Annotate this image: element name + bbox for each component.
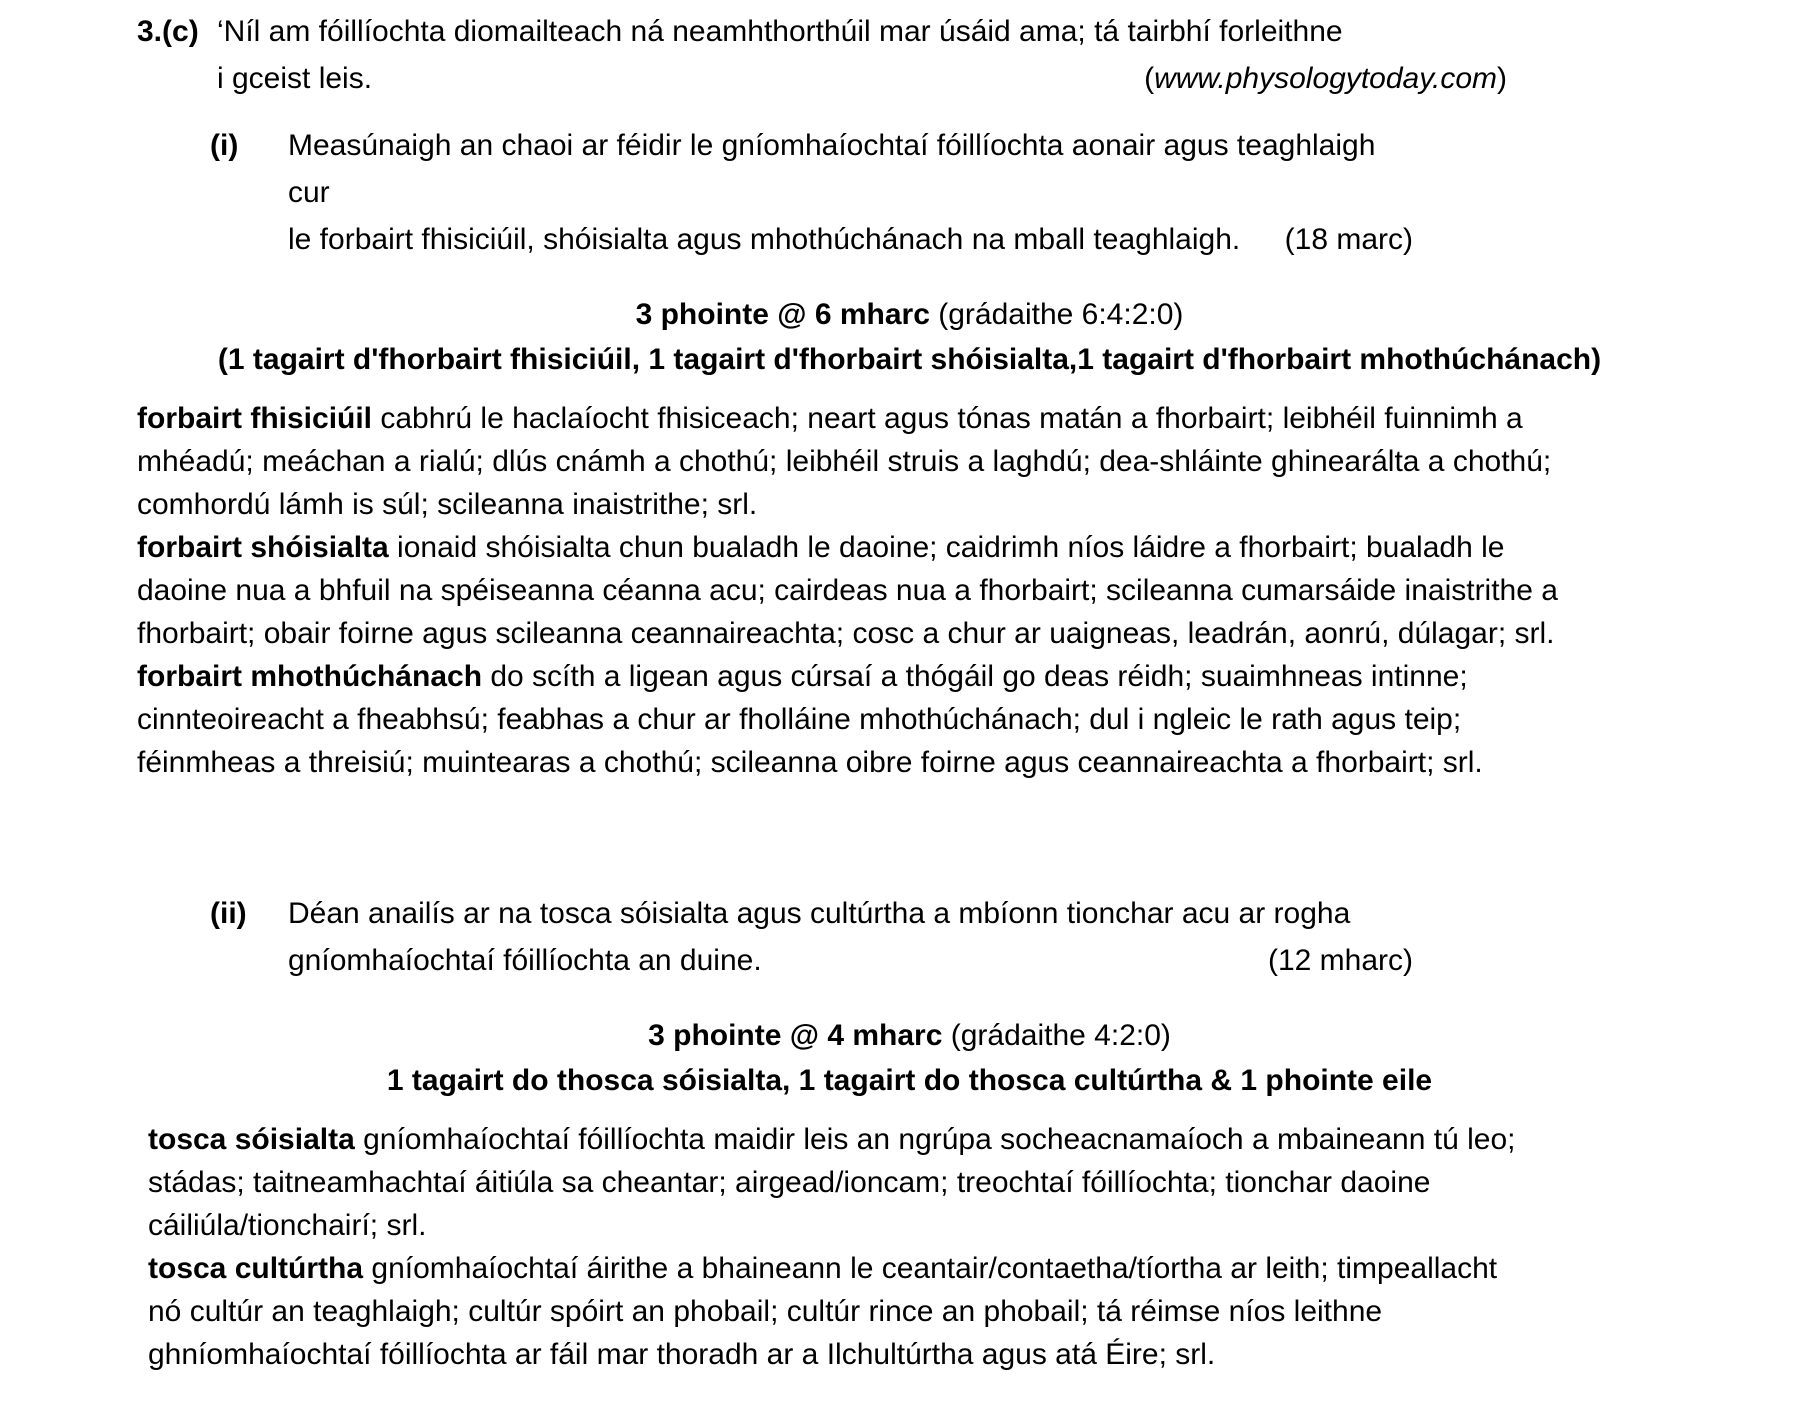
- stem-quote-line-1: ‘Níl am fóillíochta diomailteach ná neamhthorthúil mar úsáid ama; tá tairbhí forleithne: [217, 15, 1343, 48]
- sub-question-ii-line-2: gníomhaíochtaí fóillíochta an duine.: [288, 944, 762, 977]
- requirement-line-ii: 1 tagairt do thosca sóisialta, 1 tagairt do thosca cultúrtha & 1 phointe eile: [386, 1064, 1433, 1097]
- answer-paragraph: [137, 397, 1579, 526]
- answer-paragraph: [137, 655, 1579, 784]
- sub-question-i: [0, 122, 1819, 263]
- answer-paragraph: [137, 526, 1579, 655]
- answer-lead-cultural-factors: tosca cultúrtha: [148, 1252, 364, 1285]
- spacer: [0, 383, 1819, 397]
- sub-question-ii: [0, 890, 1819, 984]
- stem-first-line: [137, 8, 1819, 55]
- spacer: [0, 263, 1819, 293]
- spacer: [0, 1104, 1819, 1118]
- source-paren-open: (: [1144, 62, 1155, 95]
- sub-question-i-roman: (i): [210, 129, 239, 162]
- sub-question-i-line-1: Measúnaigh an chaoi ar féidir le gníomhaíochtaí fóillíochta aonair agus teaghlaigh cur: [288, 129, 1376, 209]
- answer-lead-social: forbairt shóisialta: [137, 531, 389, 564]
- answer-body-cultural-factors: gníomhaíochtaí áirithe a bhaineann le ceantair/contaetha/tíortha ar leith; timpeallacht nó cultúr an teaghlaigh; cultúr spóirt an phobail; cultúr rince an phobail; tá réimse níos leithne ghníomhaíochtaí fóillíochta ar fáil mar thoradh ar a Ilchultúrtha agus atá Éire; srl.: [148, 1252, 1498, 1371]
- answer-paragraph: [148, 1247, 1529, 1376]
- allocation-i-grades: (grádaithe 6:4:2:0): [929, 298, 1184, 331]
- allocation-ii-bold: 3 phointe @ 4 mharc: [648, 1019, 943, 1052]
- requirement-line-i: (1 tagairt d'fhorbairt fhisiciúil, 1 tagairt d'fhorbairt shóisialta,1 tagairt d'fhorbairt mhothúchánach): [217, 343, 1602, 376]
- answer-lead-emotional: forbairt mhothúchánach: [137, 660, 483, 693]
- answer-lead-social-factors: tosca sóisialta: [148, 1123, 355, 1156]
- sub-question-i-line-2: le forbairt fhisiciúil, shóisialta agus mhothúchánach na mball teaghlaigh.: [288, 223, 1241, 256]
- answer-block-i: [0, 397, 1819, 784]
- stem-quote-line-2: i gceist leis.: [217, 62, 373, 95]
- question-number-label: 3.(c): [137, 15, 199, 48]
- source-citation: [1144, 55, 1507, 102]
- answer-body-physical: cabhrú le haclaíocht fhisiceach; neart agus tónas matán a fhorbairt; leibhéil fuinnimh a mhéadú; meáchan a rialú; dlús cnámh a chothú; leibhéil struis a laghdú; dea-shláinte ghinearálta a chothú; comhordú lámh is súl; scileanna inaistrithe; srl.: [137, 402, 1552, 521]
- sub-question-ii-roman: (ii): [210, 897, 247, 930]
- allocation-ii-grades: (grádaithe 4:2:0): [942, 1019, 1171, 1052]
- spacer: [0, 984, 1819, 1014]
- sub-question-i-line-2-wrap: [288, 216, 1413, 263]
- sub-question-ii-line-2-wrap: [288, 937, 1413, 984]
- stem-second-line: [137, 55, 1507, 102]
- source-url: www.physologytoday.com: [1154, 62, 1497, 95]
- sub-question-i-body: [288, 122, 1413, 263]
- allocation-line-i: [0, 293, 1819, 337]
- answer-body-social-factors: gníomhaíochtaí fóillíochta maidir leis an ngrúpa socheacnamaíoch a mbaineann tú leo; stádas; taitneamhachtaí áitiúla sa cheantar; airgead/ioncam; treochtaí fóillíochta; tionchar daoine cáiliúla/tionchairí; srl.: [148, 1123, 1516, 1242]
- sub-question-i-marks: (18 marc): [1284, 223, 1413, 256]
- sub-question-ii-line-1: Déan anailís ar na tosca sóisialta agus cultúrtha a mbíonn tionchar acu ar rogha: [288, 897, 1351, 930]
- allocation-i-bold: 3 phointe @ 6 mharc: [635, 298, 930, 331]
- question-stem: [0, 0, 1819, 102]
- section-spacer: [0, 784, 1819, 870]
- sub-question-ii-marks: (12 mharc): [1267, 944, 1413, 977]
- answer-lead-physical: forbairt fhisiciúil: [137, 402, 373, 435]
- answer-paragraph: [148, 1118, 1529, 1247]
- answer-body-social: ionaid shóisialta chun bualadh le daoine; caidrimh níos láidre a fhorbairt; bualadh le daoine nua a bhfuil na spéiseanna céanna acu; cairdeas nua a fhorbairt; scileanna cumarsáide inaistrithe a fhorbairt; obair foirne agus scileanna ceannaireachta; cosc a chur ar uaigneas, leadrán, aonrú, dúlagar; srl.: [137, 531, 1558, 650]
- allocation-line-ii: [0, 1014, 1819, 1058]
- answer-block-ii: [0, 1118, 1819, 1376]
- sub-question-ii-body: [288, 890, 1413, 984]
- source-paren-close: ): [1497, 62, 1507, 95]
- answer-body-emotional: do scíth a ligean agus cúrsaí a thógáil go deas réidh; suaimhneas intinne; cinnteoireacht a fheabhsú; feabhas a chur ar fholláine mhothúchánach; dul i ngleic le rath agus teip; féinmheas a threisiú; muintearas a chothú; scileanna oibre foirne agus ceannaireachta a fhorbairt; srl.: [137, 660, 1483, 779]
